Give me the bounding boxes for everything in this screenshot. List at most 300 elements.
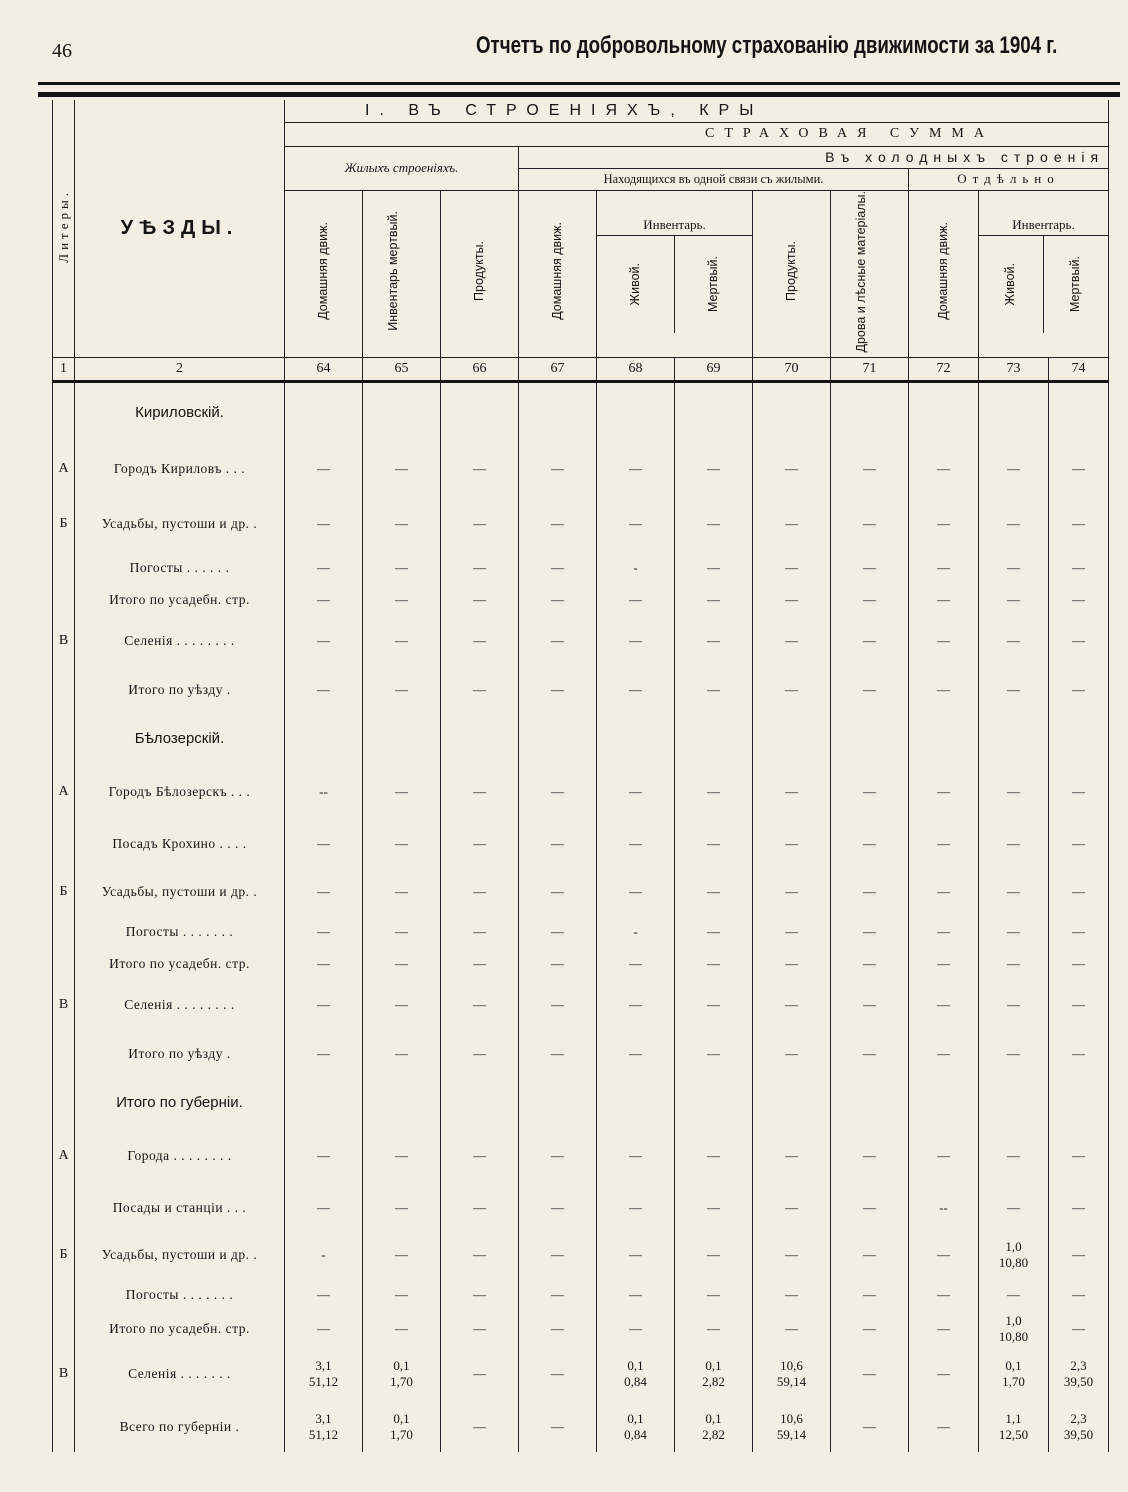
value-cell: —	[909, 584, 979, 616]
value-cell: —	[831, 496, 909, 552]
letter-cell	[53, 714, 75, 764]
value-cell: —	[597, 1128, 675, 1184]
value-cell: —	[909, 616, 979, 666]
value-cell: —	[1049, 496, 1109, 552]
value-cell: —	[285, 1278, 363, 1312]
value-cell: —	[979, 616, 1049, 666]
value-cell: —	[519, 1346, 597, 1402]
value-cell: —	[597, 1278, 675, 1312]
value-cell: -	[285, 1232, 363, 1278]
value-cell: —	[519, 916, 597, 948]
value-cell: —	[363, 616, 441, 666]
col-number: 65	[363, 358, 441, 382]
value-bottom: 0,84	[624, 1426, 647, 1442]
value-cell: —	[441, 552, 519, 584]
value-top: 0,1	[393, 1357, 410, 1373]
value-cell: —	[519, 552, 597, 584]
value-cell: —	[363, 948, 441, 980]
value-cell: —	[909, 1402, 979, 1452]
value-cell	[1049, 382, 1109, 442]
value-cell: —	[441, 868, 519, 916]
col-number: 70	[753, 358, 831, 382]
row-label: Погосты . . . . . . .	[75, 916, 285, 948]
value-cell: —	[519, 584, 597, 616]
value-cell: —	[1049, 584, 1109, 616]
value-cell: —	[519, 980, 597, 1030]
value-cell	[675, 1078, 753, 1128]
value-cell: —	[519, 1312, 597, 1346]
value-cell	[979, 382, 1049, 442]
value-cell: —	[441, 1030, 519, 1078]
value-cell: —	[441, 1128, 519, 1184]
value-cell: —	[363, 1312, 441, 1346]
value-bottom: 51,12	[308, 1426, 339, 1442]
value-cell: —	[753, 868, 831, 916]
value-cell: —	[363, 1232, 441, 1278]
row-label: Погосты . . . . . .	[75, 552, 285, 584]
value-cell: —	[831, 1184, 909, 1232]
value-bottom: 2,82	[702, 1426, 725, 1442]
table-row	[53, 948, 1109, 980]
value-cell: —	[441, 666, 519, 714]
value-cell: —	[979, 666, 1049, 714]
value-cell: —	[519, 764, 597, 820]
value-cell: —	[285, 1312, 363, 1346]
value-cell	[363, 1078, 441, 1128]
value-cell: —	[363, 868, 441, 916]
value-cell: —	[597, 980, 675, 1030]
col-header-69: Мертвый.	[705, 256, 720, 313]
value-cell: —	[441, 916, 519, 948]
value-cell: —	[597, 1030, 675, 1078]
letter-cell: А	[53, 442, 75, 496]
value-top: 3,1	[315, 1410, 332, 1426]
col-number: 73	[979, 358, 1049, 382]
table-row	[53, 820, 1109, 868]
value-cell: —	[675, 980, 753, 1030]
value-cell: —	[979, 552, 1049, 584]
section-row	[53, 1078, 1109, 1128]
col-header-73: Живой.	[979, 236, 1044, 333]
cold-buildings-header: Въ холодныхъ строенія	[519, 146, 1109, 168]
value-cell	[519, 382, 597, 442]
value-cell: —	[1049, 1232, 1109, 1278]
value-cell: —	[1049, 442, 1109, 496]
value-cell	[753, 382, 831, 442]
value-cell: —	[519, 948, 597, 980]
letter-cell: Б	[53, 1232, 75, 1278]
value-cell: —	[909, 1312, 979, 1346]
header-rule	[38, 82, 1120, 85]
col-header-71: Дрова и лѣсные матеріалы.	[831, 190, 909, 358]
col-header-65: Инвентарь мертвый.	[363, 190, 441, 358]
col-header-67: Домашняя движ.	[519, 190, 597, 358]
value-cell: —	[519, 616, 597, 666]
value-cell: —	[831, 1128, 909, 1184]
table-row	[53, 442, 1109, 496]
value-cell: —	[597, 948, 675, 980]
value-top: 0,1	[393, 1410, 410, 1426]
value-cell: —	[753, 1232, 831, 1278]
value-cell: —	[831, 1346, 909, 1402]
letter-cell	[53, 552, 75, 584]
letter-cell	[53, 1030, 75, 1078]
value-cell: —	[909, 442, 979, 496]
value-cell: —	[675, 666, 753, 714]
value-cell: —	[441, 820, 519, 868]
value-cell: —	[753, 496, 831, 552]
value-cell: —	[363, 1128, 441, 1184]
table-body	[53, 382, 1109, 1452]
value-cell: —	[909, 1128, 979, 1184]
inventory-header-2: Инвентарь.	[979, 215, 1108, 236]
value-cell	[909, 382, 979, 442]
value-cell	[831, 714, 909, 764]
value-cell: —	[441, 948, 519, 980]
row-label: Усадьбы, пустоши и др. .	[75, 496, 285, 552]
row-label: Итого по уѣзду .	[75, 1030, 285, 1078]
letter-cell: А	[53, 764, 75, 820]
table-row	[53, 916, 1109, 948]
value-cell: —	[831, 616, 909, 666]
value-cell: —	[909, 666, 979, 714]
letter-cell	[53, 820, 75, 868]
value-bottom: 59,14	[776, 1426, 807, 1442]
value-cell	[597, 1346, 675, 1402]
value-top: 1,0	[1005, 1312, 1022, 1328]
value-top: 10,6	[780, 1410, 803, 1426]
value-cell	[1049, 714, 1109, 764]
value-cell: —	[519, 666, 597, 714]
value-top: 1,0	[1005, 1238, 1022, 1254]
value-cell: —	[1049, 666, 1109, 714]
value-cell: —	[285, 980, 363, 1030]
value-cell	[285, 1402, 363, 1452]
connected-header: Находящихся въ одной связи съ жилыми.	[519, 168, 909, 190]
value-cell: —	[909, 496, 979, 552]
value-cell: —	[675, 1128, 753, 1184]
value-cell: —	[675, 916, 753, 948]
table-row	[53, 1278, 1109, 1312]
row-label: Усадьбы, пустоши и др. .	[75, 1232, 285, 1278]
letter-cell	[53, 1402, 75, 1452]
value-cell: —	[675, 1312, 753, 1346]
row-label: Городъ Бѣлозерскъ . . .	[75, 764, 285, 820]
value-cell	[979, 1346, 1049, 1402]
value-cell	[753, 714, 831, 764]
value-cell: —	[753, 1030, 831, 1078]
inventory-group-1	[597, 190, 753, 358]
value-cell: —	[831, 584, 909, 616]
value-cell: —	[909, 916, 979, 948]
value-cell	[979, 1232, 1049, 1278]
value-cell: —	[519, 496, 597, 552]
value-cell: —	[597, 1232, 675, 1278]
value-top: 0,1	[627, 1357, 644, 1373]
letter-cell: В	[53, 1346, 75, 1402]
value-cell: —	[831, 820, 909, 868]
value-cell: —	[909, 868, 979, 916]
value-cell: —	[675, 820, 753, 868]
value-bottom: 10,80	[998, 1254, 1029, 1270]
value-cell: —	[675, 616, 753, 666]
value-cell: —	[285, 616, 363, 666]
value-top: 2,3	[1070, 1410, 1087, 1426]
letter-cell	[53, 1312, 75, 1346]
value-bottom: 39,50	[1063, 1426, 1094, 1442]
value-cell	[441, 714, 519, 764]
value-cell: —	[753, 666, 831, 714]
value-cell: —	[1049, 1128, 1109, 1184]
value-cell: —	[831, 1030, 909, 1078]
value-cell: —	[363, 916, 441, 948]
value-cell: —	[909, 948, 979, 980]
col-number: 74	[1049, 358, 1109, 382]
table-row	[53, 616, 1109, 666]
row-label: Итого по уѣзду .	[75, 666, 285, 714]
value-cell: —	[285, 666, 363, 714]
value-top: 1,1	[1005, 1410, 1022, 1426]
value-cell: —	[1049, 868, 1109, 916]
value-top: 2,3	[1070, 1357, 1087, 1373]
value-cell: —	[363, 820, 441, 868]
value-cell: —	[285, 1128, 363, 1184]
value-cell: —	[753, 1312, 831, 1346]
value-cell: —	[597, 1312, 675, 1346]
letter-cell	[53, 1078, 75, 1128]
table-row	[53, 1184, 1109, 1232]
value-cell: —	[441, 584, 519, 616]
value-cell: —	[753, 584, 831, 616]
row-label: Селенія . . . . . . . .	[75, 616, 285, 666]
value-cell: —	[597, 496, 675, 552]
value-cell: —	[363, 1030, 441, 1078]
value-cell: —	[1049, 948, 1109, 980]
value-cell: —	[979, 1184, 1049, 1232]
value-cell: —	[979, 1128, 1049, 1184]
value-cell	[597, 1078, 675, 1128]
col-number: 67	[519, 358, 597, 382]
section-title: Бѣлозерскій.	[75, 714, 285, 764]
uezdy-header: УѢЗДЫ.	[75, 100, 285, 358]
value-top: 0,1	[1005, 1357, 1022, 1373]
value-cell: —	[909, 820, 979, 868]
value-cell	[675, 1346, 753, 1402]
value-cell: —	[675, 496, 753, 552]
value-cell	[753, 1078, 831, 1128]
value-cell: —	[831, 442, 909, 496]
value-cell	[519, 714, 597, 764]
value-cell: —	[1049, 1184, 1109, 1232]
value-cell	[675, 382, 753, 442]
value-cell: --	[285, 764, 363, 820]
value-bottom: 12,50	[998, 1426, 1029, 1442]
letter-cell: А	[53, 1128, 75, 1184]
value-cell: —	[831, 948, 909, 980]
value-cell: —	[909, 1346, 979, 1402]
value-top: 10,6	[780, 1357, 803, 1373]
value-cell: —	[285, 868, 363, 916]
value-cell: —	[363, 980, 441, 1030]
value-cell	[285, 714, 363, 764]
value-cell: —	[519, 1184, 597, 1232]
row-label: Усадьбы, пустоши и др. .	[75, 868, 285, 916]
value-bottom: 1,70	[1002, 1373, 1025, 1389]
value-cell: —	[441, 1402, 519, 1452]
header-rule-thick	[38, 92, 1120, 97]
value-cell: —	[597, 616, 675, 666]
value-cell: —	[441, 1278, 519, 1312]
col-header-68: Живой.	[597, 236, 675, 333]
value-cell: —	[831, 1232, 909, 1278]
value-cell: —	[1049, 980, 1109, 1030]
value-cell: —	[519, 1278, 597, 1312]
letter-cell	[53, 584, 75, 616]
value-cell: —	[441, 1312, 519, 1346]
value-cell	[1049, 1078, 1109, 1128]
value-cell: —	[831, 868, 909, 916]
value-cell: —	[519, 820, 597, 868]
value-bottom: 1,70	[390, 1373, 413, 1389]
table-row	[53, 1030, 1109, 1078]
value-cell: —	[675, 552, 753, 584]
col-number: 71	[831, 358, 909, 382]
value-cell: —	[831, 666, 909, 714]
value-cell: —	[597, 764, 675, 820]
table-row	[53, 666, 1109, 714]
col-header-64: Домашняя движ.	[285, 190, 363, 358]
table-row	[53, 1232, 1109, 1278]
litery-header: Литеры.	[53, 100, 75, 358]
value-cell	[363, 714, 441, 764]
group-top-header: I. ВЪ СТРОЕНІЯХЪ, КРЫ	[285, 100, 1109, 122]
value-cell: —	[979, 584, 1049, 616]
row-label: Города . . . . . . . .	[75, 1128, 285, 1184]
table-row	[53, 1128, 1109, 1184]
value-cell: —	[909, 1278, 979, 1312]
separate-header: Отдѣльно	[909, 168, 1109, 190]
value-cell: —	[597, 868, 675, 916]
value-cell: —	[831, 764, 909, 820]
inventory-group-2	[979, 190, 1109, 358]
value-cell: —	[285, 552, 363, 584]
value-cell	[285, 1346, 363, 1402]
value-bottom: 51,12	[308, 1373, 339, 1389]
value-cell: —	[979, 442, 1049, 496]
value-cell: —	[597, 442, 675, 496]
value-cell: —	[675, 948, 753, 980]
row-label: Селенія . . . . . . .	[75, 1346, 285, 1402]
value-top: 0,1	[705, 1410, 722, 1426]
letter-cell: Б	[53, 868, 75, 916]
value-cell: —	[979, 1030, 1049, 1078]
value-cell: —	[285, 584, 363, 616]
value-bottom: 2,82	[702, 1373, 725, 1389]
row-label: Итого по усадебн. стр.	[75, 584, 285, 616]
value-cell	[909, 714, 979, 764]
page-title: Отчетъ по добровольному страхованію движимости за 1904 г.	[476, 32, 1058, 59]
value-cell: —	[753, 764, 831, 820]
value-bottom: 0,84	[624, 1373, 647, 1389]
row-label: Городъ Кириловъ . . .	[75, 442, 285, 496]
value-cell: —	[285, 442, 363, 496]
value-cell: —	[831, 552, 909, 584]
value-cell: —	[441, 980, 519, 1030]
col-header-72: Домашняя движ.	[909, 190, 979, 358]
value-cell: —	[831, 1278, 909, 1312]
value-cell: —	[363, 1278, 441, 1312]
value-cell: —	[1049, 916, 1109, 948]
row-label: Итого по усадебн. стр.	[75, 948, 285, 980]
value-cell: —	[909, 552, 979, 584]
table-row	[53, 1402, 1109, 1452]
page-header	[0, 0, 1128, 96]
value-cell: —	[363, 666, 441, 714]
value-cell	[831, 382, 909, 442]
value-cell: —	[831, 1402, 909, 1452]
table-row	[53, 552, 1109, 584]
value-cell	[675, 714, 753, 764]
value-cell	[285, 382, 363, 442]
value-cell: —	[519, 868, 597, 916]
value-cell	[831, 1078, 909, 1128]
value-cell: —	[285, 1030, 363, 1078]
value-cell	[441, 382, 519, 442]
value-cell: —	[909, 1232, 979, 1278]
value-cell: —	[675, 868, 753, 916]
value-cell: —	[831, 1312, 909, 1346]
value-cell: —	[519, 1402, 597, 1452]
value-cell: —	[363, 584, 441, 616]
value-cell: —	[753, 948, 831, 980]
value-cell: —	[675, 1184, 753, 1232]
value-cell: —	[1049, 764, 1109, 820]
letter-cell: Б	[53, 496, 75, 552]
section-row	[53, 714, 1109, 764]
letter-cell	[53, 382, 75, 442]
value-cell	[979, 714, 1049, 764]
value-cell: —	[979, 764, 1049, 820]
letter-cell: В	[53, 980, 75, 1030]
value-cell: —	[363, 1184, 441, 1232]
col-header-74: Мертвый.	[1068, 256, 1083, 313]
value-cell: —	[519, 1128, 597, 1184]
value-cell: —	[285, 820, 363, 868]
value-cell: —	[363, 764, 441, 820]
value-bottom: 59,14	[776, 1373, 807, 1389]
value-cell	[363, 382, 441, 442]
value-cell: —	[597, 584, 675, 616]
value-top: 0,1	[627, 1410, 644, 1426]
col-number: 1	[53, 358, 75, 382]
value-bottom: 10,80	[998, 1328, 1029, 1344]
table-header	[53, 100, 1109, 382]
value-cell: —	[979, 1278, 1049, 1312]
value-cell: —	[1049, 1278, 1109, 1312]
value-cell: —	[753, 616, 831, 666]
value-cell	[753, 1346, 831, 1402]
value-cell	[979, 1312, 1049, 1346]
table-row	[53, 868, 1109, 916]
row-label: Погосты . . . . . . .	[75, 1278, 285, 1312]
value-cell: —	[979, 496, 1049, 552]
section-title: Кириловскій.	[75, 382, 285, 442]
value-cell: —	[979, 916, 1049, 948]
value-cell: —	[675, 584, 753, 616]
value-cell	[909, 1078, 979, 1128]
value-cell	[597, 382, 675, 442]
value-cell: —	[979, 868, 1049, 916]
